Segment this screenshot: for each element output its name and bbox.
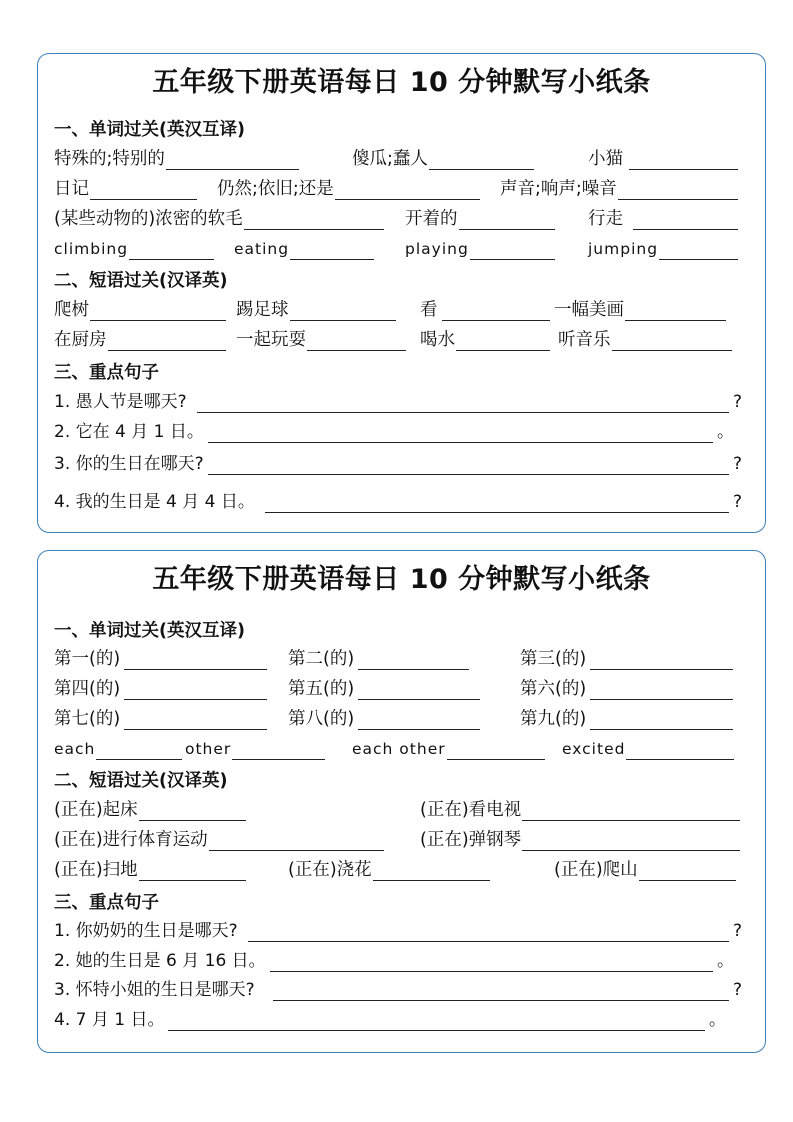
word-item: 仍然;依旧;还是 xyxy=(217,176,480,200)
word-item: 声音;响声;噪音 xyxy=(500,176,738,200)
answer-blank[interactable] xyxy=(209,830,384,851)
dictation-card-2 xyxy=(37,550,766,1053)
answer-blank[interactable] xyxy=(166,149,299,170)
word-item: each xyxy=(54,736,182,760)
sentence-item: 4. 我的生日是 4 月 4 日。 ? xyxy=(54,492,743,512)
answer-blank[interactable] xyxy=(590,649,733,670)
answer-blank[interactable] xyxy=(522,830,740,851)
word-row xyxy=(54,176,741,200)
answer-blank[interactable] xyxy=(273,980,729,1001)
sentence-item: 4. 7 月 1 日。 。 xyxy=(54,1010,726,1030)
answer-blank[interactable] xyxy=(639,860,736,881)
sentence-item: 3. 怀特小姐的生日是哪天? ? xyxy=(54,980,743,1000)
section-heading: 三、重点句子 xyxy=(54,363,159,383)
answer-blank[interactable] xyxy=(232,739,325,760)
answer-blank[interactable] xyxy=(633,209,738,230)
word-item: 小猫 xyxy=(588,146,738,170)
answer-blank[interactable] xyxy=(659,239,738,260)
answer-blank[interactable] xyxy=(244,209,384,230)
phrase-row xyxy=(54,857,741,881)
phrase-item: 一幅美画 xyxy=(554,297,726,321)
word-item: jumping xyxy=(588,236,738,260)
word-row xyxy=(54,146,741,170)
answer-blank[interactable] xyxy=(429,149,534,170)
answer-blank[interactable] xyxy=(129,239,214,260)
sentence-item: 1. 你奶奶的生日是哪天? ? xyxy=(54,921,743,941)
answer-blank[interactable] xyxy=(626,739,734,760)
section-heading: 一、单词过关(英汉互译) xyxy=(54,621,245,641)
word-item: 傻瓜;蠢人 xyxy=(352,146,534,170)
word-item: 第八(的) xyxy=(288,706,480,730)
sentence-item: 3. 你的生日在哪天? ? xyxy=(54,454,743,474)
phrase-row xyxy=(54,797,741,821)
word-item: 行走 xyxy=(588,206,738,230)
sentence-item: 2. 它在 4 月 1 日。 。 xyxy=(54,422,734,442)
answer-blank[interactable] xyxy=(90,179,197,200)
answer-blank[interactable] xyxy=(139,800,246,821)
phrase-item: 一起玩耍 xyxy=(236,327,406,351)
answer-blank[interactable] xyxy=(124,709,267,730)
phrase-item: 在厨房 xyxy=(54,327,226,351)
word-item: 特殊的;特别的 xyxy=(54,146,299,170)
answer-blank[interactable] xyxy=(618,179,738,200)
sentence-item: 2. 她的生日是 6 月 16 日。 。 xyxy=(54,951,734,971)
card-title: 五年级下册英语每日 10 分钟默写小纸条 xyxy=(152,67,651,98)
word-item: 第三(的) xyxy=(520,646,733,670)
phrase-row xyxy=(54,297,741,321)
answer-blank[interactable] xyxy=(358,649,469,670)
word-row xyxy=(54,676,741,700)
section-heading: 二、短语过关(汉译英) xyxy=(54,771,228,791)
phrase-row xyxy=(54,827,741,851)
phrase-item: (正在)进行体育运动 xyxy=(54,827,384,851)
sentence-item: 1. 愚人节是哪天? ? xyxy=(54,392,743,412)
phrase-item: (正在)看电视 xyxy=(420,797,740,821)
word-item: playing xyxy=(405,236,555,260)
phrase-item: (正在)扫地 xyxy=(54,857,246,881)
phrase-item: (正在)爬山 xyxy=(554,857,736,881)
answer-blank[interactable] xyxy=(290,300,397,321)
phrase-item: 踢足球 xyxy=(236,297,396,321)
answer-blank[interactable] xyxy=(248,921,729,942)
word-item: climbing xyxy=(54,236,214,260)
answer-blank[interactable] xyxy=(590,679,733,700)
phrase-item: (正在)弹钢琴 xyxy=(420,827,740,851)
word-item: each other xyxy=(352,736,545,760)
answer-blank[interactable] xyxy=(522,800,740,821)
word-row xyxy=(54,736,741,760)
answer-blank[interactable] xyxy=(612,330,733,351)
answer-blank[interactable] xyxy=(208,454,729,475)
answer-blank[interactable] xyxy=(197,392,729,413)
word-row xyxy=(54,706,741,730)
answer-blank[interactable] xyxy=(373,860,490,881)
word-row xyxy=(54,236,741,260)
word-row xyxy=(54,646,741,670)
answer-blank[interactable] xyxy=(90,300,226,321)
word-item: 第九(的) xyxy=(520,706,733,730)
word-item: 第五(的) xyxy=(288,676,480,700)
word-row xyxy=(54,206,741,230)
answer-blank[interactable] xyxy=(124,649,267,670)
section-heading: 二、短语过关(汉译英) xyxy=(54,271,228,291)
word-item: 第二(的) xyxy=(288,646,469,670)
answer-blank[interactable] xyxy=(96,739,182,760)
answer-blank[interactable] xyxy=(139,860,246,881)
answer-blank[interactable] xyxy=(459,209,556,230)
answer-blank[interactable] xyxy=(290,239,374,260)
section-heading: 三、重点句子 xyxy=(54,893,159,913)
answer-blank[interactable] xyxy=(456,330,550,351)
phrase-item: 爬树 xyxy=(54,297,226,321)
word-item: eating xyxy=(234,236,374,260)
card-title: 五年级下册英语每日 10 分钟默写小纸条 xyxy=(152,564,651,595)
phrase-item: (正在)浇花 xyxy=(288,857,490,881)
answer-blank[interactable] xyxy=(358,709,480,730)
word-item: 开着的 xyxy=(405,206,555,230)
word-item: 第一(的) xyxy=(54,646,267,670)
phrase-item: 喝水 xyxy=(420,327,550,351)
answer-blank[interactable] xyxy=(625,300,726,321)
word-item: 第七(的) xyxy=(54,706,267,730)
answer-blank[interactable] xyxy=(447,739,545,760)
answer-blank[interactable] xyxy=(265,492,729,513)
phrase-item: 听音乐 xyxy=(558,327,732,351)
dictation-card-1 xyxy=(37,53,766,533)
phrase-row xyxy=(54,327,741,351)
word-item: excited xyxy=(562,736,734,760)
answer-blank[interactable] xyxy=(358,679,480,700)
answer-blank[interactable] xyxy=(335,179,480,200)
answer-blank[interactable] xyxy=(470,239,555,260)
answer-blank[interactable] xyxy=(307,330,406,351)
answer-blank[interactable] xyxy=(270,951,713,972)
answer-blank[interactable] xyxy=(629,149,738,170)
answer-blank[interactable] xyxy=(590,709,733,730)
answer-blank[interactable] xyxy=(442,300,551,321)
phrase-item: (正在)起床 xyxy=(54,797,246,821)
word-item: 第六(的) xyxy=(520,676,733,700)
word-item: 第四(的) xyxy=(54,676,267,700)
answer-blank[interactable] xyxy=(108,330,227,351)
section-heading: 一、单词过关(英汉互译) xyxy=(54,120,245,140)
word-item: 日记 xyxy=(54,176,197,200)
word-item: (某些动物的)浓密的软毛 xyxy=(54,206,384,230)
answer-blank[interactable] xyxy=(168,1010,705,1031)
answer-blank[interactable] xyxy=(124,679,267,700)
phrase-item: 看 xyxy=(420,297,550,321)
answer-blank[interactable] xyxy=(208,422,713,443)
word-item: other xyxy=(185,736,325,760)
